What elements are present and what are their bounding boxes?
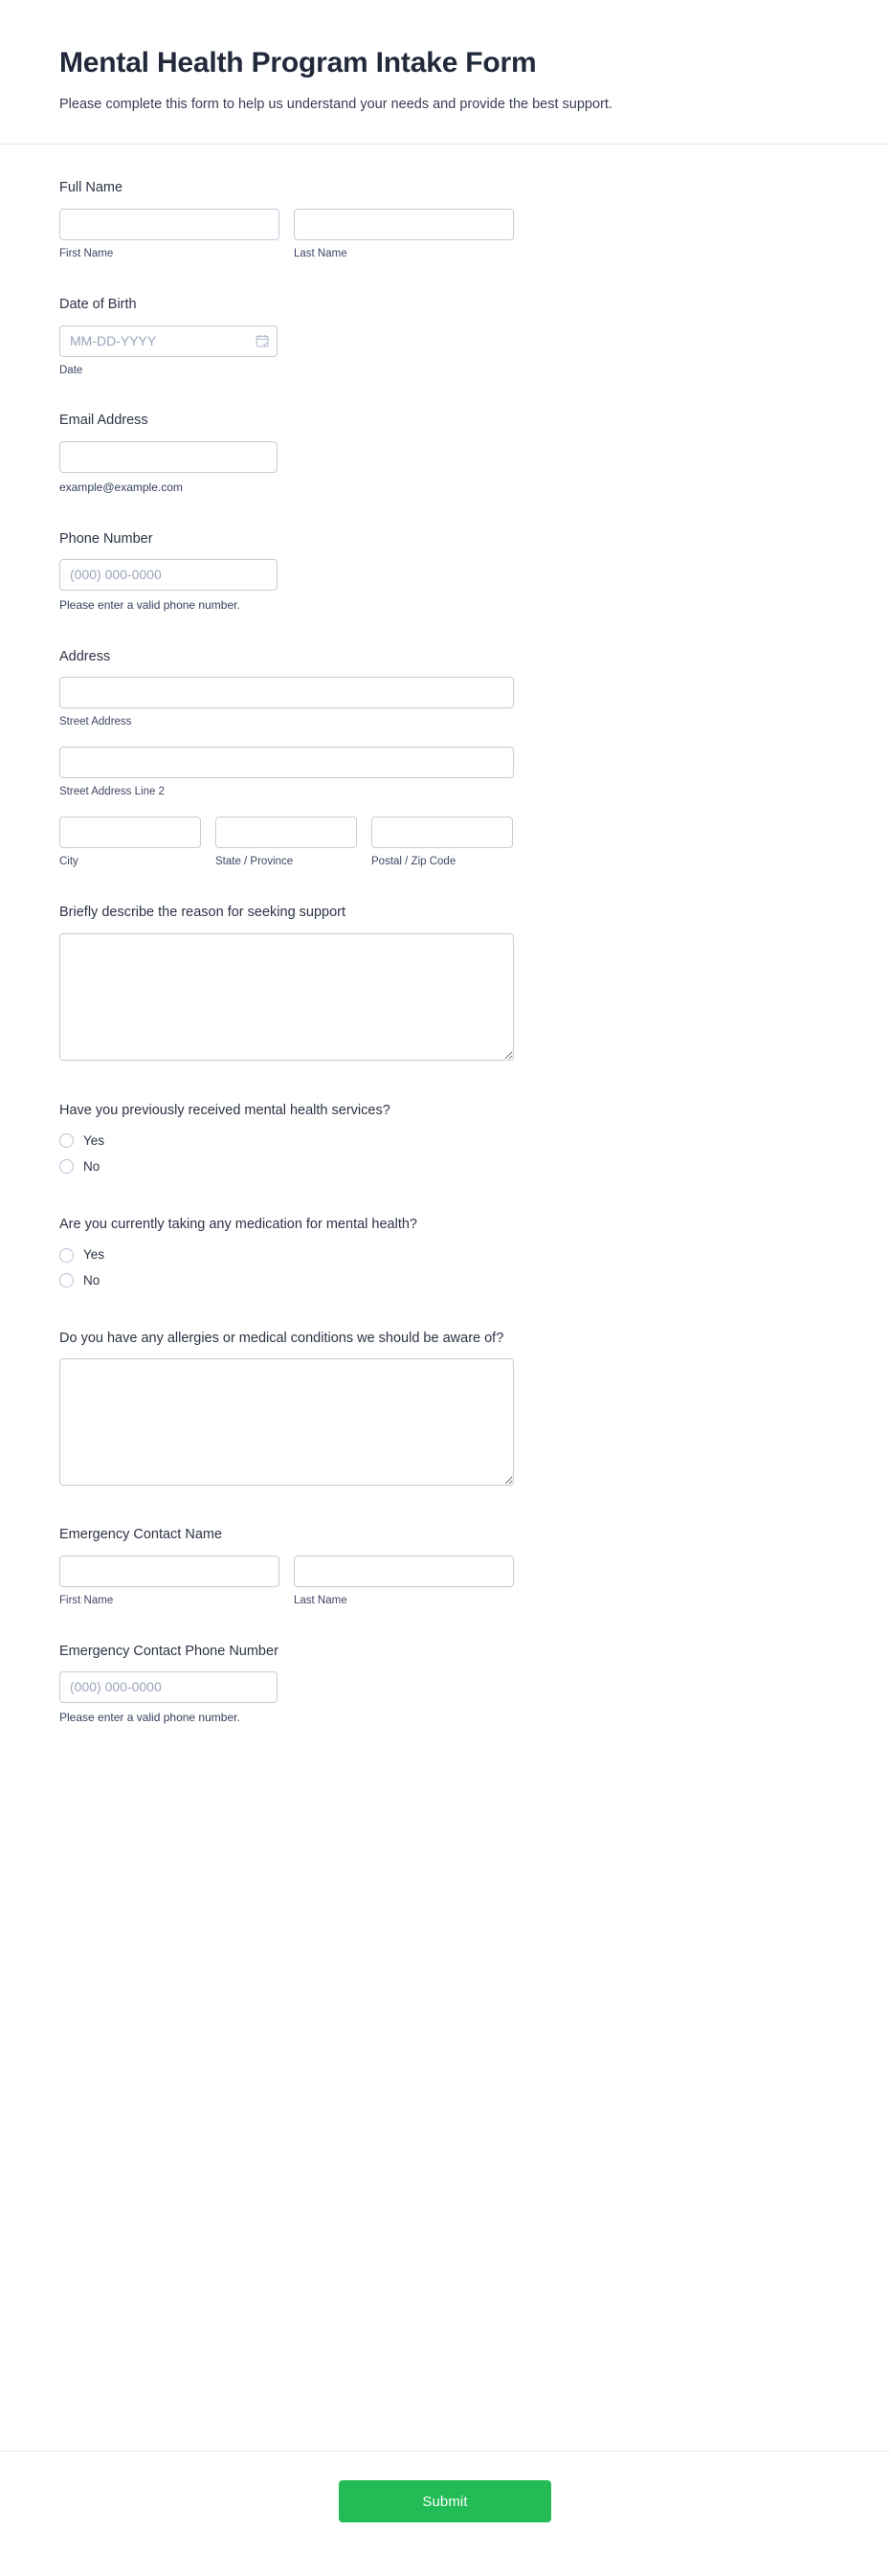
address-state-col — [215, 817, 357, 869]
previous-services-option-yes-label: Yes — [83, 1133, 105, 1149]
city-input[interactable] — [59, 817, 201, 848]
form-header — [0, 0, 890, 145]
street-address-line2-input[interactable] — [59, 747, 514, 778]
emergency-contact-first-name-sublabel: First Name — [59, 1594, 114, 1606]
full-name-last-col — [294, 209, 514, 261]
previous-services-option-no-label: No — [83, 1158, 100, 1174]
address-city-state-zip-row — [59, 817, 831, 869]
phone-label: Phone Number — [59, 530, 153, 547]
field-full-name — [59, 179, 831, 261]
full-name-row — [59, 209, 831, 261]
postal-zip-input[interactable] — [371, 817, 513, 848]
allergies-textarea[interactable] — [59, 1358, 514, 1486]
address-city-col — [59, 817, 201, 869]
field-email — [59, 412, 831, 495]
emergency-contact-phone-hint: Please enter a valid phone number. — [59, 1711, 240, 1725]
previous-services-label: Have you previously received mental health services? — [59, 1102, 390, 1118]
emergency-contact-first-name-input[interactable] — [59, 1556, 279, 1587]
radio-icon[interactable] — [59, 1248, 74, 1263]
city-sublabel: City — [59, 856, 78, 868]
field-phone — [59, 530, 831, 614]
emergency-contact-last-name-sublabel: Last Name — [294, 1594, 347, 1606]
field-date-of-birth — [59, 296, 831, 378]
address-label: Address — [59, 648, 111, 664]
street-address-line2-sublabel: Street Address Line 2 — [59, 786, 165, 798]
email-input[interactable] — [59, 441, 278, 473]
page-title: Mental Health Program Intake Form — [59, 47, 537, 78]
allergies-label: Do you have any allergies or medical conditions we should be aware of? — [59, 1330, 504, 1346]
medication-option-no-label: No — [83, 1272, 100, 1288]
full-name-label: Full Name — [59, 180, 123, 196]
page-subtitle: Please complete this form to help us understand your needs and provide the best support. — [59, 97, 612, 112]
last-name-input[interactable] — [294, 209, 514, 240]
full-name-first-col — [59, 209, 279, 261]
street-address-sublabel: Street Address — [59, 716, 132, 728]
state-province-sublabel: State / Province — [215, 856, 294, 868]
emergency-contact-first-col — [59, 1556, 279, 1608]
radio-icon[interactable] — [59, 1133, 74, 1148]
radio-icon[interactable] — [59, 1159, 74, 1174]
first-name-sublabel: First Name — [59, 248, 114, 260]
emergency-contact-name-row — [59, 1556, 831, 1608]
field-address — [59, 648, 831, 869]
form-body — [0, 145, 890, 2451]
reason-label: Briefly describe the reason for seeking support — [59, 905, 346, 921]
date-of-birth-sublabel: Date — [59, 364, 83, 376]
submit-button[interactable]: Submit — [339, 2480, 551, 2522]
previous-services-radio-group — [59, 1132, 831, 1175]
field-previous-services — [59, 1101, 831, 1175]
previous-services-option-yes[interactable] — [59, 1132, 831, 1150]
field-emergency-contact-name — [59, 1526, 831, 1608]
first-name-input[interactable] — [59, 209, 279, 240]
emergency-contact-last-name-input[interactable] — [294, 1556, 514, 1587]
state-province-input[interactable] — [215, 817, 357, 848]
emergency-contact-phone-label: Emergency Contact Phone Number — [59, 1643, 278, 1659]
address-street2-block — [59, 747, 831, 799]
date-of-birth-label: Date of Birth — [59, 296, 137, 312]
field-medication — [59, 1215, 831, 1288]
medication-option-no[interactable] — [59, 1272, 831, 1289]
radio-icon[interactable] — [59, 1273, 74, 1288]
reason-textarea[interactable] — [59, 933, 514, 1061]
phone-hint: Please enter a valid phone number. — [59, 598, 240, 613]
last-name-sublabel: Last Name — [294, 248, 347, 260]
email-hint: example@example.com — [59, 481, 183, 495]
field-allergies — [59, 1330, 831, 1487]
email-label: Email Address — [59, 413, 148, 429]
emergency-contact-phone-input[interactable] — [59, 1671, 278, 1703]
street-address-input[interactable] — [59, 677, 514, 708]
medication-label: Are you currently taking any medication for mental health? — [59, 1217, 417, 1233]
field-emergency-contact-phone — [59, 1643, 831, 1726]
date-of-birth-wrapper — [59, 325, 278, 357]
emergency-contact-name-label: Emergency Contact Name — [59, 1527, 223, 1543]
medication-option-yes-label: Yes — [83, 1247, 105, 1263]
field-reason — [59, 904, 831, 1061]
medication-option-yes[interactable] — [59, 1246, 831, 1264]
previous-services-option-no[interactable] — [59, 1158, 831, 1176]
phone-input[interactable] — [59, 559, 278, 591]
medication-radio-group — [59, 1246, 831, 1288]
emergency-contact-last-col — [294, 1556, 514, 1608]
date-of-birth-input[interactable] — [59, 325, 278, 357]
address-street-block — [59, 677, 831, 729]
postal-zip-sublabel: Postal / Zip Code — [371, 856, 456, 868]
form-footer — [0, 2451, 890, 2576]
address-postal-col — [371, 817, 513, 869]
